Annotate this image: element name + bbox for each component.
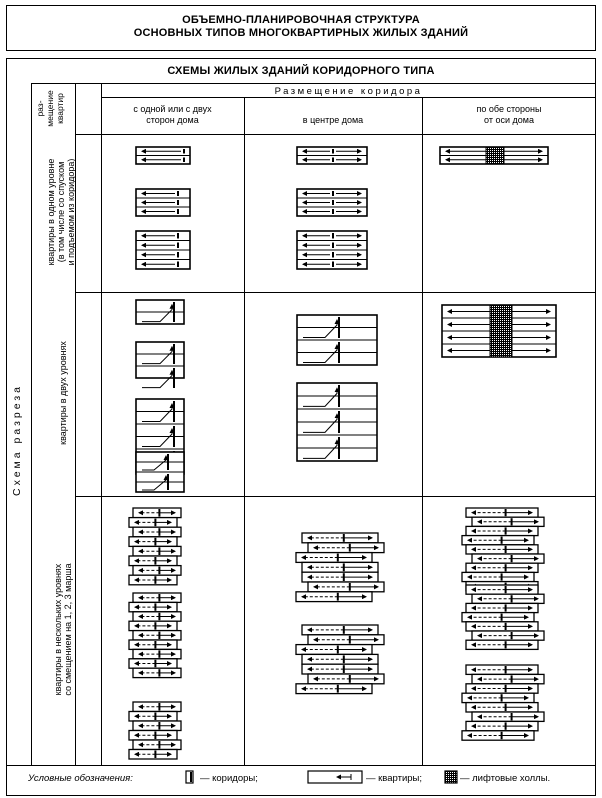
corridor-legend-icon [185,770,195,784]
row-label-line: (в том числе со спуском [56,161,66,263]
column-header-line: от оси дома [484,115,534,125]
building-section [136,342,184,378]
apartment-legend-icon [307,770,363,784]
placement-header-line: раз- [35,100,45,117]
lift-hall-legend-icon [444,770,458,784]
legend-lift-halls: — лифтовые холлы. [460,773,551,784]
column-header-line: сторон дома [146,115,199,125]
legend-corridors: — коридоры; [200,773,258,784]
table-heading: СХЕМЫ ЖИЛЫХ ЗДАНИЙ КОРИДОРНОГО ТИПА [167,65,435,77]
title-line-1: ОБЪЕМНО-ПЛАНИРОВОЧНАЯ СТРУКТУРА [182,14,420,26]
row-label-line: квартиры в нескольких уровнях [53,563,63,696]
row-label-line: со смещением на 1, 2, 3 марша [63,563,73,696]
column-header-line: в центре дома [302,115,364,125]
row-label-line: квартиры в одном уровне [46,158,56,266]
corridor-header: Размещение коридора [274,86,423,97]
title-line-2: ОСНОВНЫХ ТИПОВ МНОГОКВАРТИРНЫХ ЖИЛЫХ ЗДАНИЙ [133,27,469,39]
row-label-line: квартиры в двух уровнях [58,341,68,445]
column-header-line: по обе стороны [476,104,542,114]
placement-header-line: квартир [55,93,65,124]
legend-label: Условные обозначения: [28,773,133,784]
legend-apartments: — квартиры; [366,773,423,784]
lift-hall [490,305,512,357]
placement-header-line: мещение [45,90,55,127]
section-scheme-label: Схема разреза [11,384,23,497]
lift-hall [486,147,504,164]
row-label-line: и подъемом из коридора) [66,158,76,266]
column-header-line: с одной или с двух [133,104,212,114]
